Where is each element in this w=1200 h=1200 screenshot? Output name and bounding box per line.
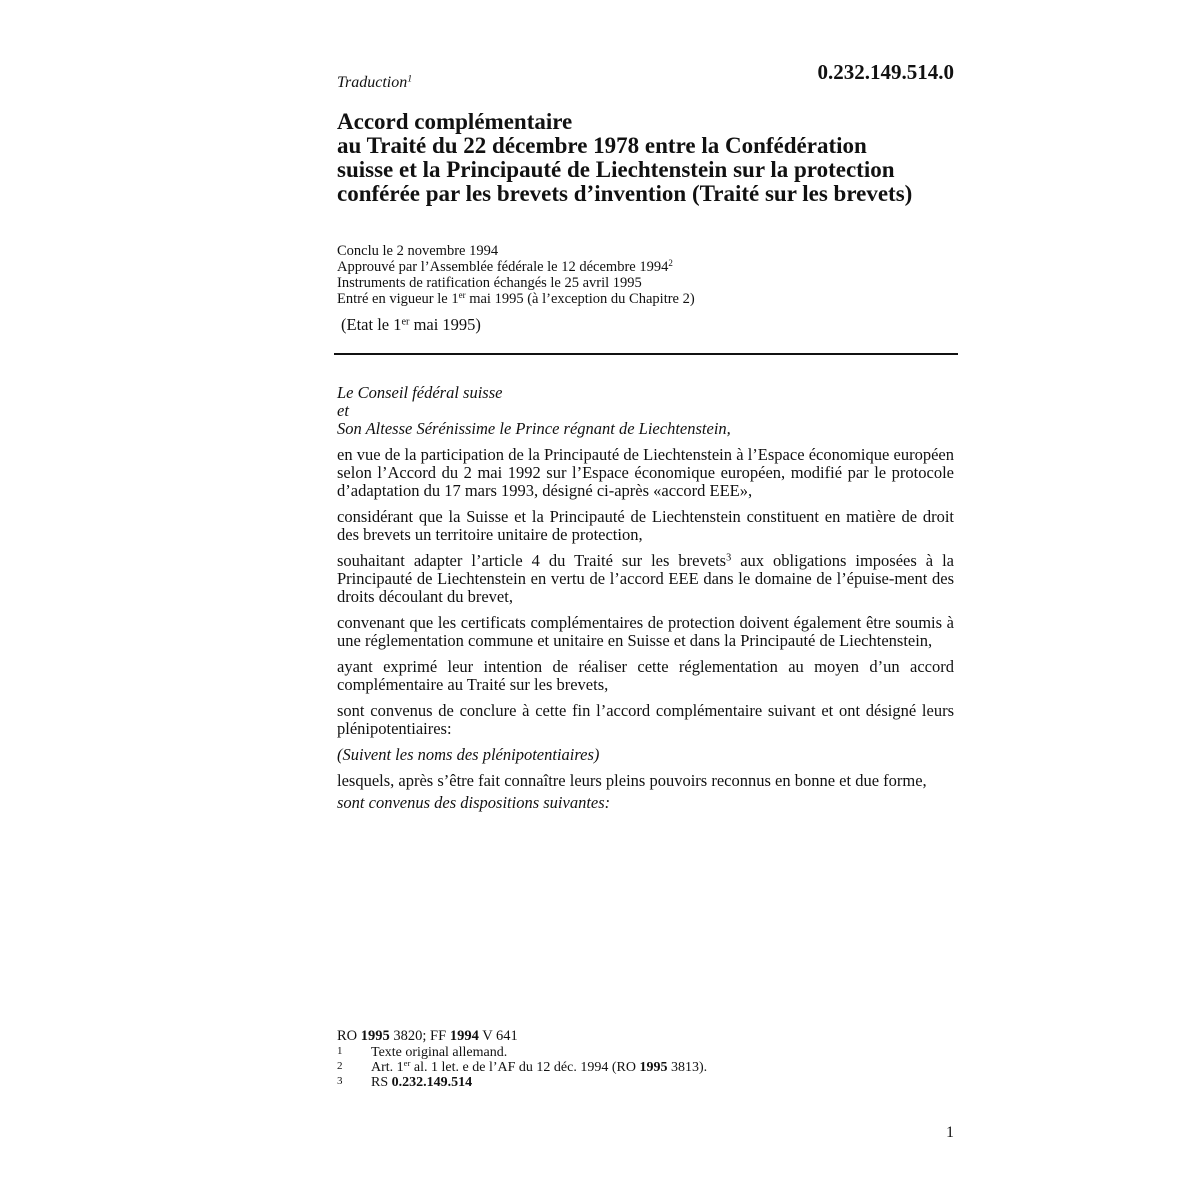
fn2-part-b: al. 1 let. e de l’AF du 12 déc. 1994 (RO [410, 1060, 640, 1075]
approval-text: Approuvé par l’Assemblée fédérale le 12 décembre 1994 [337, 259, 669, 275]
header-divider [334, 353, 958, 355]
entry-into-force [337, 291, 695, 307]
treaty-metadata [337, 243, 695, 307]
ff-year: 1994 [449, 1028, 479, 1044]
party-liechtenstein: Son Altesse Sérénissime le Prince régnant de Liechtenstein, [337, 419, 731, 438]
ro-year: 1995 [360, 1028, 390, 1044]
state-prefix: (Etat le 1 [341, 315, 402, 334]
document-label-text: Traduction [337, 74, 408, 91]
ratification-date: Instruments de ratification échangés le 25 avril 1995 [337, 275, 642, 291]
title-line-3: suisse et la Principauté de Liechtenstein sur la protection [337, 157, 895, 182]
official-reference [337, 1028, 518, 1045]
preamble [337, 384, 954, 812]
preamble-paragraph-3 [337, 552, 954, 606]
preamble-paragraph-6: sont convenus de conclure à cette fin l’accord complémentaire suivant et ont désigné leurs plénipotentiaires: [337, 701, 954, 738]
fn3-prefix: RS [371, 1075, 392, 1090]
footnote-2 [337, 1060, 707, 1075]
title-line-4: conférée par les brevets d’invention (Traité sur les brevets) [337, 181, 913, 206]
contracting-parties [337, 384, 954, 438]
entry-suffix: mai 1995 (à l’exception du Chapitre 2) [465, 291, 695, 307]
fn2-year: 1995 [639, 1060, 668, 1075]
footnote-ref-2[interactable]: 2 [668, 258, 673, 269]
title-line-2: au Traité du 22 décembre 1978 entre la Confédération [337, 133, 867, 158]
footnote-number: 3 [337, 1075, 343, 1087]
ro-page: 3820; FF [389, 1028, 450, 1044]
preamble-paragraph-8: lesquels, après s’être fait connaître leurs pleins pouvoirs reconnus en bonne et due forme, [337, 771, 927, 790]
state-date [341, 315, 481, 335]
footnote-3 [337, 1075, 707, 1090]
preamble-paragraph-5: ayant exprimé leur intention de réaliser cette réglementation au moyen d’un accord complémentaire au Traité sur les brevets, [337, 657, 954, 694]
page-number: 1 [946, 1124, 954, 1141]
entry-sup: er [458, 290, 466, 301]
party-switzerland: Le Conseil fédéral suisse [337, 383, 503, 402]
plenipotentiaries-note: (Suivent les noms des plénipotentiaires) [337, 745, 600, 764]
preamble-paragraph-1: en vue de la participation de la Principauté de Liechtenstein à l’Espace économique européen selon l’Accord du 2 mai 1992 sur l’Espace économique européen, modifié par le protocole d’adaptation du 17 mars 1993, désigné ci-après «accord EEE», [337, 445, 954, 500]
footnote-ref-3[interactable]: 3 [726, 552, 732, 564]
agreement-clause: sont convenus des dispositions suivantes: [337, 793, 611, 812]
footnote-1 [337, 1045, 707, 1060]
state-sup: er [401, 316, 410, 328]
preamble-paragraph-2: considérant que la Suisse et la Principauté de Liechtenstein constituent en matière de droit des brevets un territoire unitaire de protection, [337, 507, 954, 544]
p3-text-a: souhaitant adapter l’article 4 du Traité sur les brevets [337, 551, 727, 570]
page-title [337, 110, 977, 206]
fn2-part-a: Art. 1 [371, 1060, 404, 1075]
preamble-paragraph-4: convenant que les certificats complémentaires de protection doivent également être soumis à une réglementation commune et unitaire en Suisse et dans la Principauté de Liechtenstein, [337, 613, 954, 650]
title-line-1: Accord complémentaire [337, 109, 573, 134]
footnote-ref-1[interactable]: 1 [407, 73, 413, 85]
footnote-number: 1 [337, 1045, 343, 1057]
footnote-text [371, 1075, 472, 1090]
approval-date [337, 259, 695, 275]
ff-page: V 641 [478, 1028, 518, 1044]
concluded-date: Conclu le 2 novembre 1994 [337, 243, 499, 259]
party-conjunction: et [337, 401, 349, 420]
footnote-text [371, 1060, 707, 1075]
footnote-number: 2 [337, 1060, 343, 1072]
state-suffix: mai 1995) [409, 315, 481, 334]
fn3-reference[interactable]: 0.232.149.514 [391, 1075, 473, 1090]
fn2-sup: er [403, 1058, 411, 1069]
footnote-text: Texte original allemand. [371, 1045, 508, 1060]
entry-prefix: Entré en vigueur le 1 [337, 291, 459, 307]
ro-label: RO [337, 1028, 361, 1044]
footnotes [337, 1045, 707, 1090]
document-label [337, 74, 412, 92]
p3-text-b: aux obligations imposées à la Principauté de Liechtenstein en vertu de l’accord EEE dans le domaine de l’épuise-ment des droits découlant du brevet, [337, 551, 955, 606]
sr-number: 0.232.149.514.0 [817, 60, 954, 84]
fn2-part-c: 3813). [667, 1060, 708, 1075]
